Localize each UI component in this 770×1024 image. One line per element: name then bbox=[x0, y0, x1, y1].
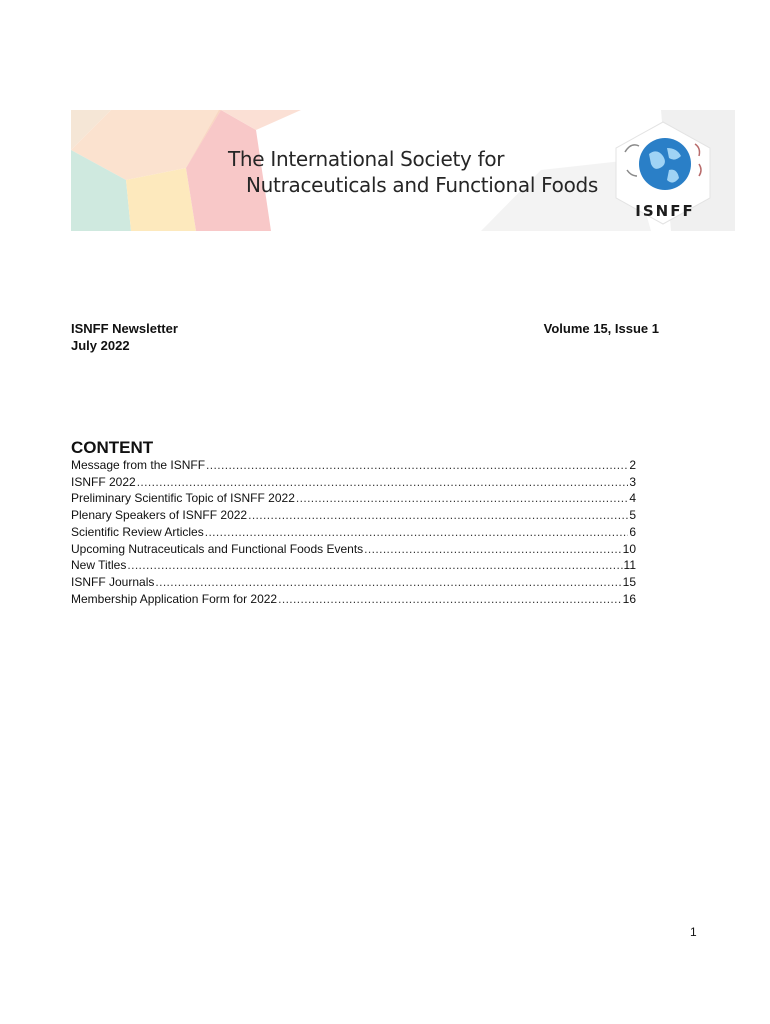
toc-item-title: Membership Application Form for 2022 bbox=[71, 591, 278, 606]
toc-item-title: ISNFF Journals bbox=[71, 574, 155, 589]
toc-item-page: 11 bbox=[623, 558, 636, 573]
toc-item-page: 3 bbox=[629, 474, 636, 489]
toc-item[interactable] bbox=[71, 557, 636, 574]
toc-leader-dots bbox=[296, 490, 628, 507]
toc-item[interactable] bbox=[71, 541, 636, 558]
toc-leader-dots bbox=[248, 507, 628, 524]
toc-item[interactable] bbox=[71, 524, 636, 541]
toc-item-page: 16 bbox=[622, 591, 636, 606]
toc-item-title: Scientific Review Articles bbox=[71, 524, 204, 539]
header-banner bbox=[71, 110, 735, 231]
newsletter-name: ISNFF Newsletter bbox=[71, 321, 178, 336]
toc-leader-dots bbox=[278, 591, 622, 608]
newsletter-volume: Volume 15, Issue 1 bbox=[543, 321, 659, 336]
toc-leader-dots bbox=[364, 541, 621, 558]
page-number: 1 bbox=[690, 925, 697, 939]
toc-leader-dots bbox=[155, 574, 621, 591]
toc-item-page: 6 bbox=[629, 524, 636, 539]
toc-heading: CONTENT bbox=[71, 438, 154, 457]
toc-item-page: 5 bbox=[629, 508, 636, 523]
society-name-line1: The International Society for bbox=[228, 147, 505, 171]
newsletter-date: July 2022 bbox=[71, 338, 130, 353]
toc-item[interactable] bbox=[71, 574, 636, 591]
toc-item-page: 2 bbox=[629, 458, 636, 472]
society-name-line2: Nutraceuticals and Functional Foods bbox=[246, 173, 599, 197]
toc-item[interactable] bbox=[71, 507, 636, 524]
toc-leader-dots bbox=[127, 557, 622, 574]
toc-item-title: Message from the ISNFF bbox=[71, 458, 206, 472]
toc-leader-dots bbox=[137, 474, 629, 491]
toc-item-title: Preliminary Scientific Topic of ISNFF 2022 bbox=[71, 491, 295, 506]
toc-item[interactable] bbox=[71, 474, 636, 491]
isnff-logo bbox=[607, 118, 719, 226]
toc-item-title: ISNFF 2022 bbox=[71, 474, 136, 489]
toc-item[interactable] bbox=[71, 457, 636, 474]
toc-item-page: 10 bbox=[622, 541, 636, 556]
globe-icon bbox=[639, 138, 691, 190]
society-name bbox=[228, 146, 598, 198]
toc-leader-dots bbox=[205, 524, 629, 541]
toc-item-page: 4 bbox=[629, 491, 636, 506]
toc-leader-dots bbox=[206, 457, 628, 474]
newsletter-meta bbox=[71, 320, 178, 354]
toc-item-title: Upcoming Nutraceuticals and Functional Foods Events bbox=[71, 541, 364, 556]
toc-item-page: 15 bbox=[622, 574, 636, 589]
toc-item[interactable] bbox=[71, 591, 636, 608]
toc-item-title: Plenary Speakers of ISNFF 2022 bbox=[71, 508, 248, 523]
toc-item-title: New Titles bbox=[71, 558, 127, 573]
table-of-contents bbox=[71, 457, 636, 607]
logo-wordmark: ISNFF bbox=[635, 202, 695, 220]
toc-item[interactable] bbox=[71, 490, 636, 507]
